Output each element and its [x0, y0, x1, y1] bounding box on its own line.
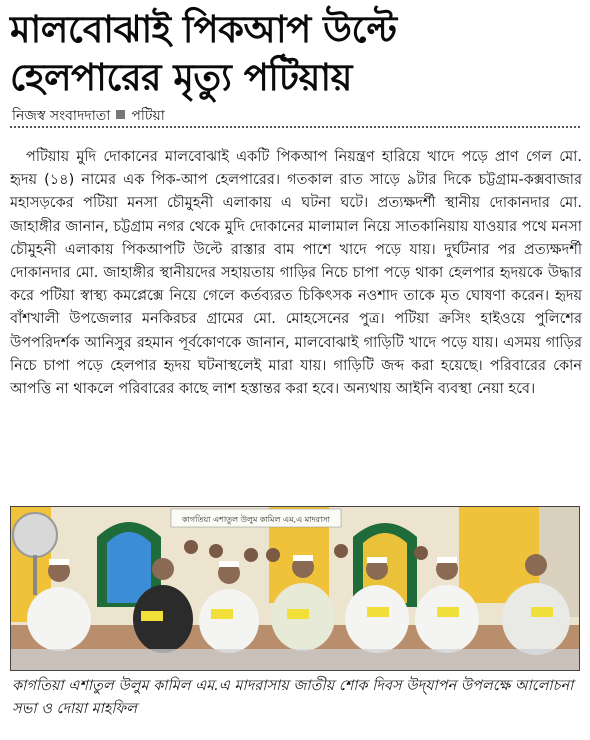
square-bullet-icon: [116, 110, 125, 119]
photo-banner-text: কাগতিয়া এশাতুল উলুম কামিল এম,এ মাদরাসা: [182, 515, 330, 524]
byline: [12, 104, 165, 128]
news-photo: [10, 506, 580, 671]
headline: [10, 6, 582, 102]
headline-line-2: হেলপারের মৃত্যু পটিয়ায়: [10, 56, 352, 99]
article-paragraph: পটিয়ায় মুদি দোকানের মালবোঝাই একটি পিকআপ নিয়ন্ত্রণ হারিয়ে খাদে পড়ে প্রাণ গেল মো. হৃদয় (১৪) নামের এক পিক-আপ হেলপারের। গতকাল রাত সাড়ে ৯টার দিকে চট্টগ্রাম-কক্সবাজার মহাসড়কের পটিয়া মনসা চৌমুহনী এলাকায় এ ঘটনা ঘটে। প্রত্যক্ষদর্শী স্থানীয় দোকানদার মো. জাহাঙ্গীর জানান, চট্টগ্রাম নগর থেকে মুদি দোকানের মালামাল নিয়ে সাতকানিয়ায় যাওয়ার পথে মনসা চৌমুহনী এলাকায় পিকআপটি উল্টে রাস্তার বাম পাশে খাদে পড়ে যায়। দুর্ঘটনার পর প্রত্যক্ষদর্শী দোকানদার মো. জাহাঙ্গীর স্থানীয়দের সহায়তায় গাড়ির নিচে চাপা পড়ে থাকা হেলপার হৃদয়কে উদ্ধার করে পটিয়া স্বাস্থ্য কমপ্লেক্সে নিয়ে গেলে কর্তব্যরত চিকিৎসক নওশাদ তাকে মৃত ঘোষণা করেন। হৃদয় বাঁশখালী উপজেলার মনকিরচর গ্রামের মো. মোহসেনের পুত্র। পটিয়া ক্রসিং হাইওয়ে পুলিশের উপপরিদর্শক আনিসুর রহমান পূর্বকোণকে জানান, মালবোঝাই গাড়িটি খাদে পড়ে যায়। এসময় গাড়ির নিচে চাপা পড়ে হেলপার হৃদয় ঘটনাস্থলেই মারা যায়। গাড়িটি জব্দ করা হয়েছে। পরিবারের কোন আপত্তি না থাকলে পরিবারের কাছে লাশ হস্তান্তর করা হবে। অন্যথায় আইনি ব্যবস্থা নেয়া হবে।: [10, 149, 582, 398]
article-body: [10, 146, 582, 401]
photo-caption: কাগতিয়া এশাতুল উলুম কামিল এম.এ মাদরাসায় জাতীয় শোক দিবস উদ্‌যাপন উপলক্ষে আলোচনা সভা ও দোয়া মাহফিল: [12, 678, 574, 717]
byline-place: পটিয়া: [131, 108, 165, 124]
byline-author: নিজস্ব সংবাদদাতা: [12, 108, 111, 124]
dotted-divider: [10, 126, 580, 128]
photo-scene: [11, 507, 579, 670]
headline-line-1: মালবোঝাই পিকআপ উল্টে: [10, 8, 397, 51]
